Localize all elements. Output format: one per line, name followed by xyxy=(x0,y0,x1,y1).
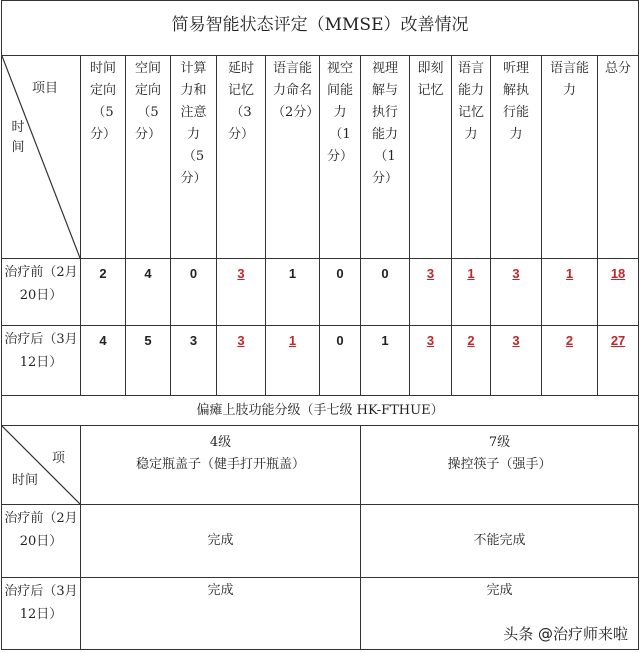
section2-title: 偏瘫上肢功能分级（手七级 HK-FTHUE） xyxy=(2,396,639,426)
table-title: 简易智能状态评定（MMSE）改善情况 xyxy=(2,1,639,50)
corner-cell xyxy=(2,56,81,259)
score-cell: 3 xyxy=(410,326,452,396)
table-row xyxy=(2,326,639,396)
score-cell: 1 xyxy=(266,259,320,326)
result-cell: 完成 xyxy=(361,578,639,650)
score-cell: 3 xyxy=(491,259,542,326)
corner-top-label: 项 xyxy=(52,451,66,466)
score-cell: 2 xyxy=(452,326,491,396)
column-header: 语言能力 xyxy=(542,56,598,259)
row-label: 治疗前（2月20日） xyxy=(2,259,81,326)
task-label: 操控筷子（强手） xyxy=(447,457,552,472)
score-cell: 3 xyxy=(171,326,217,396)
column-header: 即刻记忆 xyxy=(410,56,452,259)
score-cell: 0 xyxy=(171,259,217,326)
column-header: 语言能力命名（2分） xyxy=(266,56,320,259)
column-header: 听理解执行能力 xyxy=(491,56,542,259)
column-header: 语言能力记忆力 xyxy=(452,56,491,259)
score-cell: 4 xyxy=(126,259,171,326)
section2-corner xyxy=(2,426,81,505)
score-cell: 1 xyxy=(266,326,320,396)
score-cell: 0 xyxy=(320,326,361,396)
score-cell: 3 xyxy=(217,326,266,396)
corner-top-label: 项目 xyxy=(32,81,59,96)
score-cell: 4 xyxy=(81,326,126,396)
task-label: 稳定瓶盖子（健手打开瓶盖） xyxy=(135,457,305,472)
corner-bottom-label: 时间 xyxy=(12,473,39,488)
table-row xyxy=(2,505,639,578)
column-header: 总分 xyxy=(598,56,639,259)
score-cell: 18 xyxy=(598,259,639,326)
column-header: 计算力和注意力（5分） xyxy=(171,56,217,259)
score-cell: 3 xyxy=(410,259,452,326)
score-cell: 1 xyxy=(361,326,410,396)
result-cell: 完成 xyxy=(81,578,361,650)
result-cell: 完成 xyxy=(81,505,361,578)
result-cell: 不能完成 xyxy=(361,505,639,578)
column-header: 延时记忆（3分） xyxy=(217,56,266,259)
score-cell: 2 xyxy=(81,259,126,326)
score-cell: 2 xyxy=(542,326,598,396)
row-label: 治疗后（3月12日） xyxy=(2,326,81,396)
watermark: 头条 @治疗师来啦 xyxy=(503,625,628,643)
score-cell: 0 xyxy=(361,259,410,326)
grade-4-header xyxy=(81,426,361,505)
score-cell: 1 xyxy=(542,259,598,326)
column-header: 空间定向（5分） xyxy=(126,56,171,259)
score-cell: 3 xyxy=(217,259,266,326)
column-header: 时间定向（5分） xyxy=(81,56,126,259)
column-header: 视理解与执行能力（1分） xyxy=(361,56,410,259)
row-label: 治疗前（2月20日） xyxy=(2,505,81,578)
table-row xyxy=(2,259,639,326)
score-cell: 1 xyxy=(452,259,491,326)
corner-bottom-label: 时间 xyxy=(11,120,25,155)
score-cell: 27 xyxy=(598,326,639,396)
level-label: 4级 xyxy=(209,435,232,450)
level-label: 7级 xyxy=(488,435,511,450)
grade-7-header xyxy=(361,426,639,505)
row-label: 治疗后（3月12日） xyxy=(2,578,81,650)
mmse-table xyxy=(1,0,639,650)
column-header: 视空间能力（1分） xyxy=(320,56,361,259)
score-cell: 0 xyxy=(320,259,361,326)
score-cell: 3 xyxy=(491,326,542,396)
score-cell: 5 xyxy=(126,326,171,396)
